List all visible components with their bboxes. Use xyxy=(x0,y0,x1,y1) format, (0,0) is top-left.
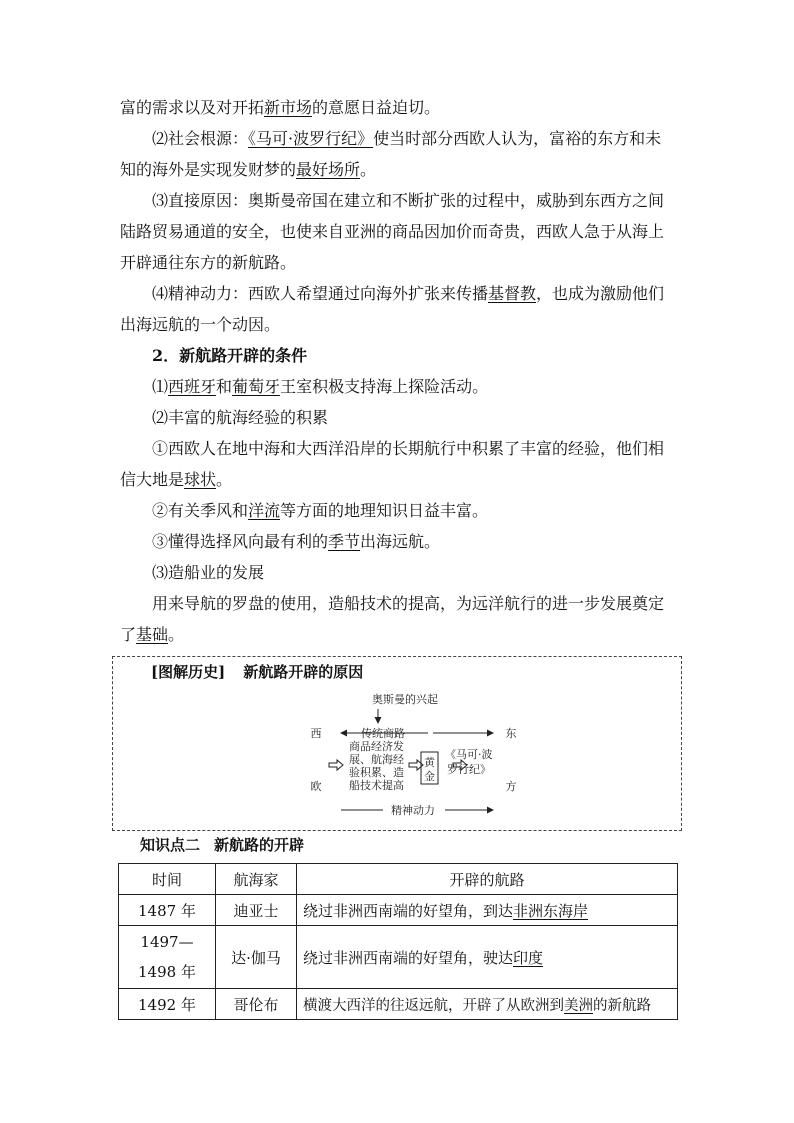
section-tag: 知识点二 xyxy=(140,836,201,854)
blank-answer: 基督教 xyxy=(488,284,537,303)
section-heading xyxy=(140,834,318,855)
west-label-bottom: 欧 xyxy=(310,780,322,793)
cell-navigator: 达·伽马 xyxy=(216,926,297,989)
text: ③懂得选择风向最有利的 xyxy=(152,532,329,551)
blank-answer: 新市场 xyxy=(264,98,313,117)
text: 。 xyxy=(216,470,233,489)
cell-route xyxy=(297,989,678,1020)
text: 绕过非洲西南端的好望角，到达 xyxy=(303,901,514,920)
blank-answer: 洋流 xyxy=(248,501,281,520)
text: ⑴ xyxy=(152,377,169,396)
blank-answer: 美洲 xyxy=(564,997,593,1014)
text: 和 xyxy=(216,377,233,396)
header-route: 开辟的航路 xyxy=(297,864,678,895)
blank-answer: 非洲东海岸 xyxy=(513,901,589,920)
cell-time xyxy=(119,926,216,989)
header-time: 时间 xyxy=(119,864,216,895)
paragraph-economic-demand xyxy=(120,92,680,123)
paragraph-social-root xyxy=(120,123,680,154)
paragraph-social-root-line2 xyxy=(120,154,680,185)
text: 。 xyxy=(360,160,377,179)
gold-char-1: 黄 xyxy=(424,756,435,769)
factors-line-4: 船技术提高 xyxy=(349,779,404,792)
text: 等方面的地理知识日益丰富。 xyxy=(280,501,489,520)
blank-answer: 《马可·波罗行纪》 xyxy=(248,129,374,148)
factors-line-3: 验积累、造 xyxy=(349,766,404,779)
text: 的意愿日益迫切。 xyxy=(312,98,441,117)
text: ⑷精神动力：西欧人希望通过向海外扩张来传播 xyxy=(152,284,489,303)
trade-route-label: 传统商路 xyxy=(361,727,405,740)
blank-answer: 最好场所 xyxy=(296,160,361,179)
condition-experience-1: ①西欧人在地中海和大西洋沿岸的长期航行中积累了丰富的经验，他们相 xyxy=(152,439,665,458)
text: 富的需求以及对开拓 xyxy=(120,98,265,117)
figure-tag: [图解历史] xyxy=(151,663,226,681)
condition-experience: ⑵丰富的航海经验的积累 xyxy=(152,408,329,427)
spirit-label: 精神动力 xyxy=(391,804,435,817)
paragraph-spiritual-motive-line2: 出海远航的一个动因。 xyxy=(120,315,281,334)
figure-heading: 新航路开辟的原因 xyxy=(243,663,364,681)
east-label-bottom: 方 xyxy=(505,780,517,793)
condition-royal-support xyxy=(120,371,680,402)
time-line: 1497— xyxy=(140,933,194,951)
text: 绕过非洲西南端的好望角，驶达 xyxy=(303,948,514,967)
header-navigator: 航海家 xyxy=(216,864,297,895)
blank-answer: 西班牙 xyxy=(168,377,217,396)
factors-line-2: 展、航海经 xyxy=(349,753,404,766)
heading-conditions: 2．新航路开辟的条件 xyxy=(152,346,308,365)
text: 。 xyxy=(168,625,185,644)
time-line: 1498 年 xyxy=(138,963,196,981)
condition-shipbuilding-text-line2 xyxy=(120,619,680,650)
blank-answer: 基础 xyxy=(136,625,169,644)
blank-answer: 葡萄牙 xyxy=(232,377,281,396)
text: 使当时部分西欧人认为，富裕的东方和未 xyxy=(373,129,662,148)
text: 横渡大西洋的往返远航，开辟了从欧洲到 xyxy=(303,997,564,1014)
ottoman-rise-label: 奥斯曼的兴起 xyxy=(372,693,438,706)
factors-line-1: 商品经济发 xyxy=(349,740,404,753)
table-header-row xyxy=(119,864,678,895)
condition-experience-2 xyxy=(120,495,680,526)
text: 的新航路 xyxy=(593,997,651,1014)
gold-char-2: 金 xyxy=(424,770,435,783)
cell-route xyxy=(297,926,678,989)
blank-answer: 球状 xyxy=(184,470,217,489)
text: 出海远航。 xyxy=(360,532,441,551)
paragraph-direct-cause: ⑶直接原因：奥斯曼帝国在建立和不断扩张的过程中，威胁到东西方之间 xyxy=(152,191,665,210)
text: ②有关季风和 xyxy=(152,501,249,520)
paragraph-direct-cause-line2: 陆路贸易通道的安全，也使来自亚洲的商品因加价而奇贵，西欧人急于从海上 xyxy=(120,222,665,241)
table-row xyxy=(119,895,678,926)
condition-experience-1-line2 xyxy=(120,464,680,495)
text: 知的海外是实现发财梦的 xyxy=(120,160,297,179)
east-label-top: 东 xyxy=(505,727,517,740)
cell-time: 1492 年 xyxy=(119,989,216,1020)
blank-answer: 季节 xyxy=(328,532,361,551)
table-row xyxy=(119,926,678,989)
condition-shipbuilding-text: 用来导航的罗盘的使用，造船技术的提高，为远洋航行的进一步发展奠定 xyxy=(152,594,665,613)
cell-navigator: 哥伦布 xyxy=(216,989,297,1020)
table-row xyxy=(119,989,678,1020)
west-label-top: 西 xyxy=(310,727,322,740)
cell-time: 1487 年 xyxy=(119,895,216,926)
text: ⑵社会根源： xyxy=(152,129,249,148)
text: 王室积极支持海上探险活动。 xyxy=(280,377,489,396)
cell-navigator: 迪亚士 xyxy=(216,895,297,926)
text: 了 xyxy=(120,625,137,644)
navigation-routes-table xyxy=(118,863,678,1020)
book-line-2: 罗行纪》 xyxy=(447,763,491,776)
paragraph-direct-cause-line3: 开辟通往东方的新航路。 xyxy=(120,253,297,272)
book-line-1: 《马可·波 xyxy=(445,748,493,761)
text: ，也成为激励他们 xyxy=(536,284,665,303)
hollow-arrow-icon xyxy=(329,760,343,770)
condition-experience-3 xyxy=(120,526,680,557)
blank-answer: 印度 xyxy=(513,948,544,967)
condition-shipbuilding: ⑶造船业的发展 xyxy=(152,563,265,582)
text: 信大地是 xyxy=(120,470,185,489)
figure-history-diagram xyxy=(112,656,682,831)
section-title: 新航路的开辟 xyxy=(214,836,305,854)
cell-route xyxy=(297,895,678,926)
paragraph-spiritual-motive xyxy=(120,278,680,309)
causes-diagram xyxy=(113,657,683,832)
